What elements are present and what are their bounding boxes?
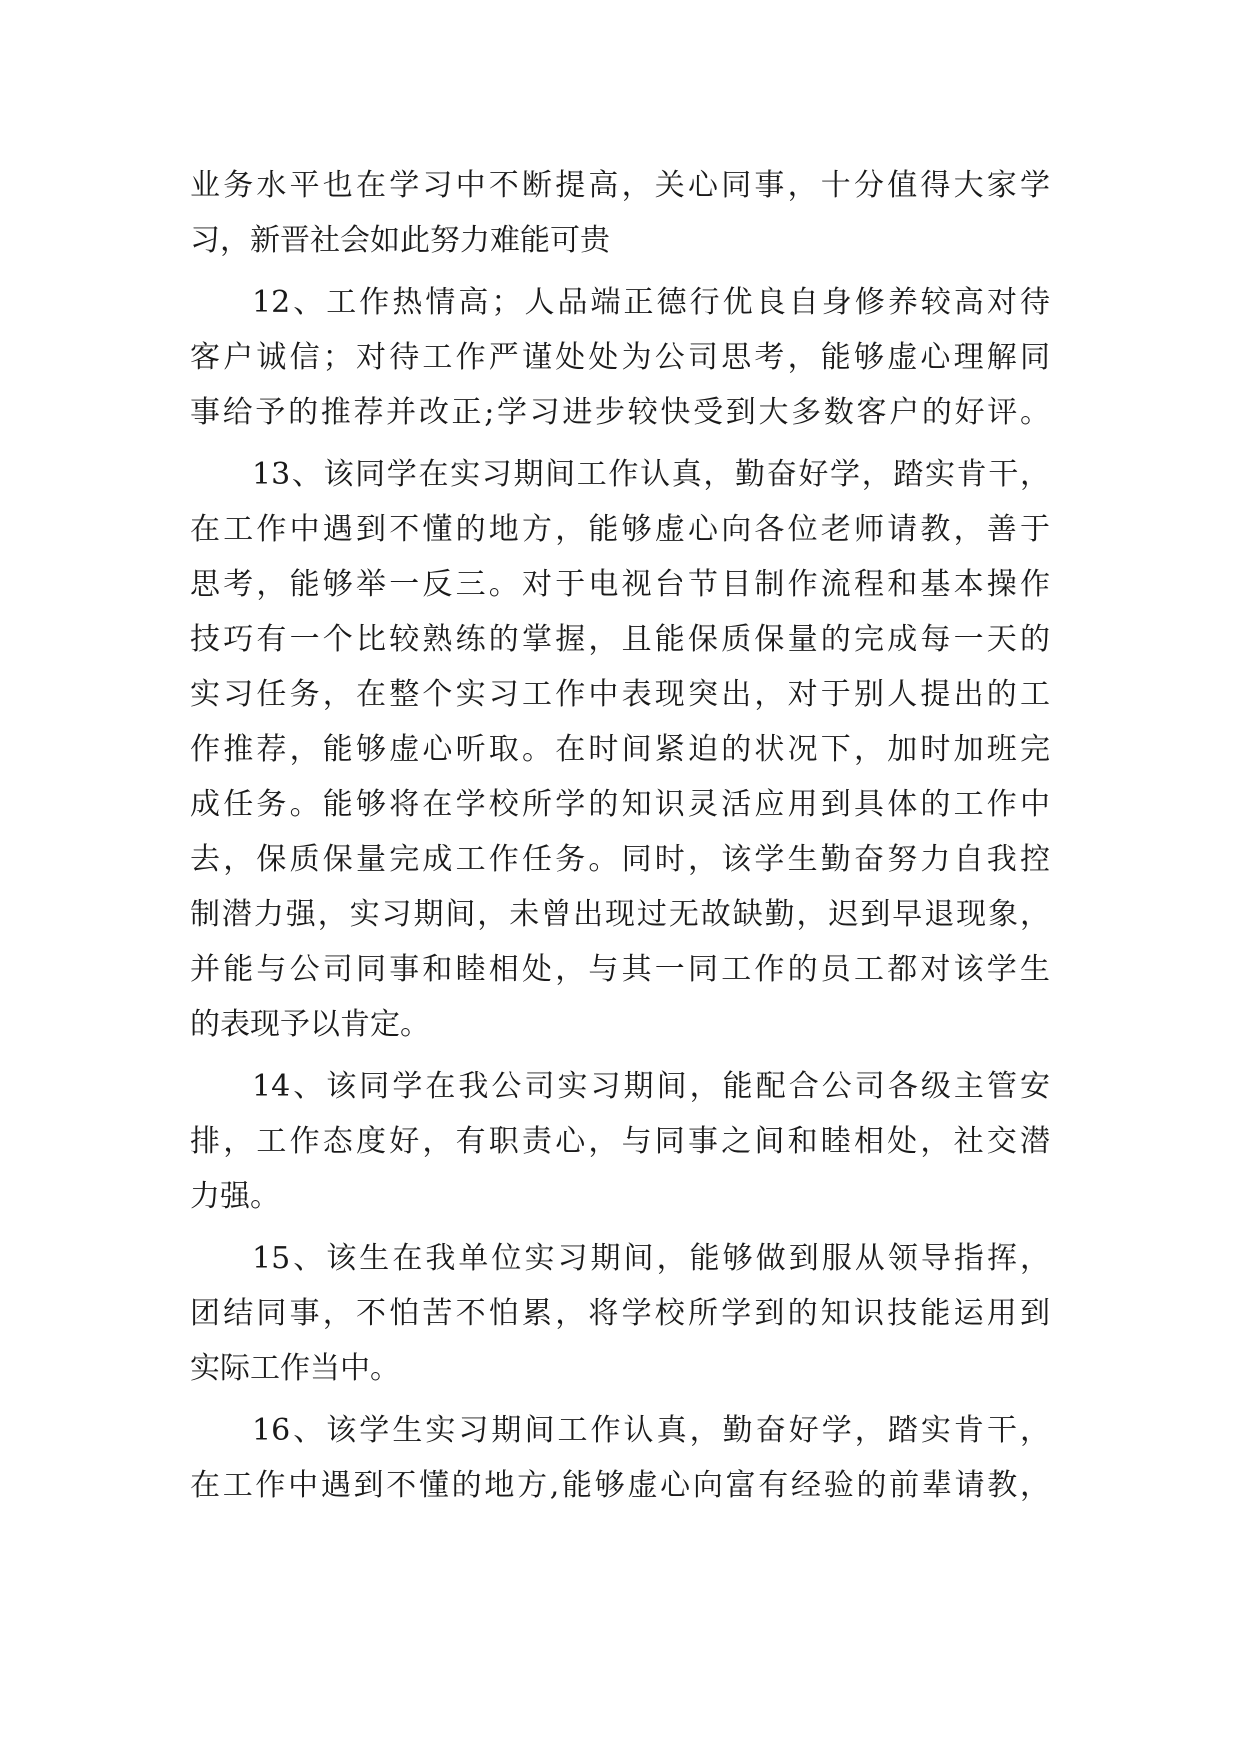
text-line: 思考，能够举一反三。对于电视台节目制作流程和基本操作	[190, 567, 1050, 602]
text-line: 排，工作态度好，有职责心，与同事之间和睦相处，社交潜	[190, 1124, 1050, 1159]
text-line: 力强。	[190, 1179, 280, 1214]
text-line: 事给予的推荐并改正;学习进步较快受到大多数客户的好评。	[190, 395, 1050, 430]
text-line: 在工作中遇到不懂的地方，能够虚心向各位老师请教，善于	[190, 512, 1050, 547]
text-line: 作推荐，能够虚心听取。在时间紧迫的状况下，加时加班完	[190, 732, 1050, 767]
paragraph-13-first-line: 13、该同学在实习期间工作认真，勤奋好学，踏实肯干，	[252, 457, 1050, 492]
text-line: 并能与公司同事和睦相处，与其一同工作的员工都对该学生	[190, 952, 1050, 987]
text-line: 去，保质保量完成工作任务。同时，该学生勤奋努力自我控	[190, 842, 1050, 877]
text-line: 在工作中遇到不懂的地方,能够虚心向富有经验的前辈请教，	[190, 1468, 1050, 1503]
text-line: 习，新晋社会如此努力难能可贵	[190, 223, 610, 258]
paragraph-16-first-line: 16、该学生实习期间工作认真，勤奋好学，踏实肯干，	[252, 1413, 1050, 1448]
text-line: 客户诚信；对待工作严谨处处为公司思考，能够虚心理解同	[190, 340, 1050, 375]
paragraph-15-first-line: 15、该生在我单位实习期间，能够做到服从领导指挥，	[252, 1241, 1050, 1276]
text-line: 实际工作当中。	[190, 1351, 400, 1386]
text-line: 技巧有一个比较熟练的掌握，且能保质保量的完成每一天的	[190, 622, 1050, 657]
text-line: 制潜力强，实习期间，未曾出现过无故缺勤，迟到早退现象，	[190, 897, 1050, 932]
paragraph-12-first-line: 12、工作热情高；人品端正德行优良自身修养较高对待	[252, 285, 1050, 320]
paragraph-14-first-line: 14、该同学在我公司实习期间，能配合公司各级主管安	[252, 1069, 1050, 1104]
text-line: 的表现予以肯定。	[190, 1007, 430, 1042]
text-line: 业务水平也在学习中不断提高，关心同事，十分值得大家学	[190, 168, 1050, 203]
text-line: 实习任务，在整个实习工作中表现突出，对于别人提出的工	[190, 677, 1050, 712]
text-line: 团结同事，不怕苦不怕累，将学校所学到的知识技能运用到	[190, 1296, 1050, 1331]
text-line: 成任务。能够将在学校所学的知识灵活应用到具体的工作中	[190, 787, 1050, 822]
